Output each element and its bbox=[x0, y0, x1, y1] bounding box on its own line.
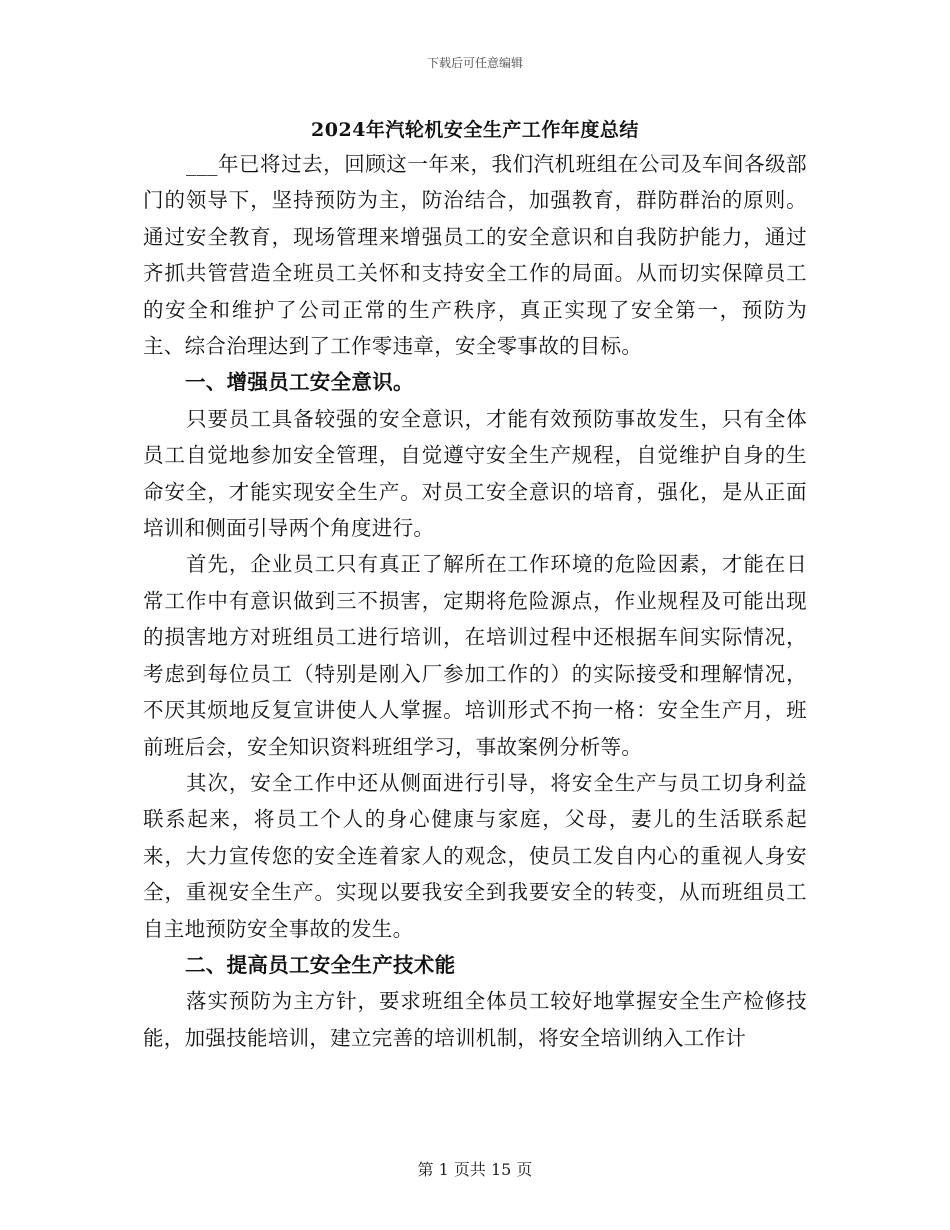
paragraph: 落实预防为主方针，要求班组全体员工较好地掌握安全生产检修技能，加强技能培训，建立完善的培训机制，将安全培训纳入工作计 bbox=[143, 989, 807, 1050]
section-heading-1: 一、增强员工安全意识。 bbox=[185, 370, 414, 395]
paragraph: 其次，安全工作中还从侧面进行引导，将安全生产与员工切身利益联系起来，将员工个人的身心健康与家庭，父母，妻儿的生活联系起来，大力宣传您的安全连着家人的观念，使员工发自内心的重视人身安全，重视安全生产。实现以要我安全到我要安全的转变，从而班组员工自主地预防安全事故的发生。 bbox=[143, 770, 807, 941]
document-body bbox=[143, 146, 807, 1056]
paragraph: 只要员工具备较强的安全意识，才能有效预防事故发生，只有全体员工自觉地参加安全管理，自觉遵守安全生产规程，自觉维护自身的生命安全，才能实现安全生产。对员工安全意识的培育，强化，是从正面培训和侧面引导两个角度进行。 bbox=[143, 406, 807, 541]
paragraph: 首先，企业员工只有真正了解所在工作环境的危险因素，才能在日常工作中有意识做到三不损害，定期将危险源点，作业规程及可能出现的损害地方对班组员工进行培训，在培训过程中还根据车间实际情况，考虑到每位员工（特别是刚入厂参加工作的）的实际接受和理解情况，不厌其烦地反复宣讲使人人掌握。培训形式不拘一格：安全生产月，班前班后会，安全知识资料班组学习，事故案例分析等。 bbox=[143, 552, 807, 759]
document-title: 2024年汽轮机安全生产工作年度总结 bbox=[311, 119, 639, 141]
page-header-note: 下载后可任意编辑 bbox=[426, 56, 523, 70]
section-heading-2: 二、提高员工安全生产技术能 bbox=[185, 952, 456, 977]
paragraph-intro: ___年已将过去，回顾这一年来，我们汽机班组在公司及车间各级部门的领导下，坚持预防为主，防治结合，加强教育，群防群治的原则。通过安全教育，现场管理来增强员工的安全意识和自我防护能力，通过齐抓共管营造全班员工关怀和支持安全工作的局面。从而切实保障员工的安全和维护了公司正常的生产秩序，真正实现了安全第一，预防为主、综合治理达到了工作零违章，安全零事故的目标。 bbox=[143, 152, 807, 359]
page-footer: 第 1 页共 15 页 bbox=[417, 1160, 533, 1179]
